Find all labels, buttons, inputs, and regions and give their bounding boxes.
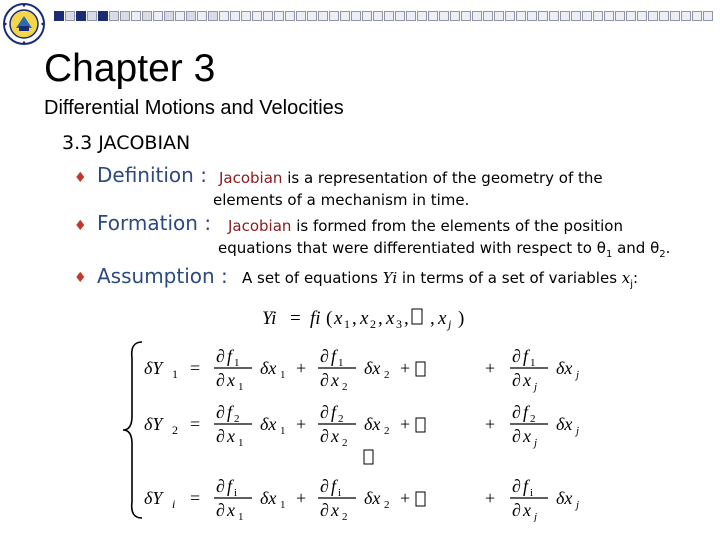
equation-symbol: x xyxy=(523,426,531,446)
decorative-square xyxy=(461,11,471,21)
equation-symbol: ∂ xyxy=(512,500,521,520)
bullet-diamond-icon: ♦ xyxy=(74,218,87,234)
decorative-square xyxy=(428,11,438,21)
decorative-square xyxy=(76,11,86,21)
svg-text:1: 1 xyxy=(344,317,350,331)
svg-text:2: 2 xyxy=(370,317,376,331)
equation-symbol: x xyxy=(331,500,339,520)
equation-symbol: + xyxy=(485,358,496,378)
equation-symbol: + xyxy=(296,358,307,378)
equation-symbol: ∂ xyxy=(216,346,225,366)
equation-symbol: δx xyxy=(556,488,573,508)
decorative-square xyxy=(703,11,713,21)
definition-term: Definition : xyxy=(97,163,207,187)
svg-text:Yi: Yi xyxy=(262,308,277,329)
decorative-square xyxy=(65,11,75,21)
svg-text:=: = xyxy=(290,308,301,329)
bullet-diamond-icon: ♦ xyxy=(74,270,87,286)
decorative-square xyxy=(560,11,570,21)
decorative-square xyxy=(241,11,251,21)
svg-text:3: 3 xyxy=(396,317,402,331)
assumption-term: Assumption : xyxy=(97,264,228,288)
equation-symbol: ∂ xyxy=(320,426,329,446)
ellipsis-placeholder-box xyxy=(416,418,425,432)
formation-term: Formation : xyxy=(97,211,212,235)
university-seal-logo xyxy=(2,2,46,46)
equation-symbol: f xyxy=(523,476,529,496)
decorative-square xyxy=(582,11,592,21)
equation-symbol: x xyxy=(331,370,339,390)
equation-symbol: j xyxy=(576,499,580,511)
equation-symbol: ∂ xyxy=(320,346,329,366)
equation-symbol: + xyxy=(400,414,411,434)
decorative-square xyxy=(120,11,130,21)
equation-symbol: ∂ xyxy=(512,370,521,390)
equation-symbol: + xyxy=(296,488,307,508)
decorative-square xyxy=(208,11,218,21)
ellipsis-placeholder-box xyxy=(364,450,373,464)
equation-symbol: 1 xyxy=(238,437,244,449)
decorative-square xyxy=(153,11,163,21)
row-lhs-subscript: i xyxy=(172,497,176,511)
equation-symbol: 1 xyxy=(280,499,286,511)
equation-symbol: x xyxy=(227,426,235,446)
decorative-square xyxy=(87,11,97,21)
decorative-square xyxy=(219,11,229,21)
decorative-square xyxy=(604,11,614,21)
decorative-square xyxy=(329,11,339,21)
equation-symbol: δx xyxy=(556,414,573,434)
decorative-square xyxy=(307,11,317,21)
decorative-square xyxy=(384,11,394,21)
decorative-square xyxy=(494,11,504,21)
equation-symbol: i xyxy=(234,487,238,499)
equation-symbol: 2 xyxy=(384,425,390,437)
equation-symbol: j xyxy=(534,437,538,449)
decorative-square xyxy=(417,11,427,21)
decorative-square xyxy=(659,11,669,21)
decorative-square xyxy=(263,11,273,21)
svg-text:x: x xyxy=(360,308,369,329)
svg-text:j: j xyxy=(448,317,452,331)
equation-symbol: i xyxy=(338,487,342,499)
decorative-square xyxy=(516,11,526,21)
decorative-square xyxy=(296,11,306,21)
equation-symbol: 2 xyxy=(342,437,348,449)
differential-equation-system xyxy=(120,338,610,522)
equation-symbol: 1 xyxy=(280,369,286,381)
equation-symbol: f xyxy=(227,476,233,496)
section-heading: 3.3 JACOBIAN xyxy=(62,132,191,154)
decorative-square xyxy=(692,11,702,21)
equation-symbol: δx xyxy=(260,358,277,378)
equation-symbol: i xyxy=(530,487,534,499)
equation-symbol: 1 xyxy=(234,357,240,369)
equation-symbol: f xyxy=(227,346,233,366)
svg-text:fi: fi xyxy=(310,308,321,329)
decorative-square xyxy=(54,11,64,21)
equation-symbol: x xyxy=(227,370,235,390)
decorative-square xyxy=(230,11,240,21)
definition-line-1: Jacobian is a representation of the geometry of the xyxy=(219,169,603,187)
equation-symbol: j xyxy=(534,511,538,522)
equation-symbol: 1 xyxy=(238,381,244,393)
svg-text:,: , xyxy=(404,308,409,329)
equation-symbol: + xyxy=(485,488,496,508)
equation-symbol: 1 xyxy=(338,357,344,369)
definition-line-2: elements of a mechanism in time. xyxy=(213,191,470,209)
equation-symbol: 2 xyxy=(234,413,240,425)
decorative-square xyxy=(439,11,449,21)
equation-symbol: f xyxy=(523,346,529,366)
equation-symbol: δx xyxy=(556,358,573,378)
decorative-square xyxy=(175,11,185,21)
equation-symbol: δx xyxy=(260,414,277,434)
decorative-square xyxy=(109,11,119,21)
svg-text:x: x xyxy=(386,308,395,329)
row-lhs-subscript: 2 xyxy=(172,423,178,437)
equation-symbol: j xyxy=(534,381,538,393)
slide-subtitle: Differential Motions and Velocities xyxy=(44,97,344,119)
equation-symbol: ∂ xyxy=(216,500,225,520)
decorative-square xyxy=(571,11,581,21)
equation-symbol: = xyxy=(190,414,201,434)
formation-line-1: Jacobian is formed from the elements of the position xyxy=(228,217,623,235)
svg-text:x: x xyxy=(438,308,447,329)
equation-symbol: + xyxy=(296,414,307,434)
equation-symbol: j xyxy=(576,369,580,381)
decorative-square xyxy=(450,11,460,21)
equation-symbol: ∂ xyxy=(512,402,521,422)
equation-symbol: ∂ xyxy=(320,370,329,390)
svg-text:,: , xyxy=(430,308,435,329)
svg-text:,: , xyxy=(352,308,357,329)
decorative-square xyxy=(637,11,647,21)
decorative-square xyxy=(670,11,680,21)
equation-symbol: = xyxy=(190,488,201,508)
row-lhs: δY xyxy=(144,488,163,508)
equation-symbol: ∂ xyxy=(216,426,225,446)
decorative-square xyxy=(593,11,603,21)
ellipsis-placeholder-box xyxy=(416,362,425,376)
decorative-square xyxy=(373,11,383,21)
decorative-square xyxy=(395,11,405,21)
decorative-square xyxy=(131,11,141,21)
row-lhs: δY xyxy=(144,358,163,378)
equation-symbol: f xyxy=(523,402,529,422)
decorative-square xyxy=(362,11,372,21)
equation-symbol: 1 xyxy=(530,357,536,369)
equation-symbol: 2 xyxy=(530,413,536,425)
equation-symbol: x xyxy=(227,500,235,520)
equation-symbol: = xyxy=(190,358,201,378)
equation-symbol: ∂ xyxy=(320,476,329,496)
equation-symbol: 2 xyxy=(384,369,390,381)
equation-symbol: 2 xyxy=(342,381,348,393)
formation-line-2: equations that were differentiated with respect to $\theta_1$ and $\theta_2$. xyxy=(218,239,671,260)
equation-symbol: x xyxy=(523,370,531,390)
equation-symbol: f xyxy=(331,402,337,422)
equation-symbol: δx xyxy=(260,488,277,508)
equation-symbol: 1 xyxy=(238,511,244,522)
equation-symbol: 2 xyxy=(342,511,348,522)
equation-symbol: + xyxy=(485,414,496,434)
decorative-square xyxy=(252,11,262,21)
decorative-square xyxy=(615,11,625,21)
equation-symbol: 2 xyxy=(338,413,344,425)
equation-symbol: x xyxy=(331,426,339,446)
decorative-square xyxy=(505,11,515,21)
assumption-text: A set of equations Yi in terms of a set of variables $x_j$: xyxy=(242,269,639,290)
equation-symbol: + xyxy=(400,488,411,508)
decorative-square xyxy=(340,11,350,21)
svg-text:,: , xyxy=(378,308,383,329)
decorative-square xyxy=(197,11,207,21)
decorative-square xyxy=(186,11,196,21)
equation-symbol: ∂ xyxy=(512,476,521,496)
bullet-diamond-icon: ♦ xyxy=(74,170,87,186)
row-lhs: δY xyxy=(144,414,163,434)
function-equation xyxy=(260,299,480,333)
ellipsis-placeholder-box xyxy=(416,492,425,506)
decorative-square xyxy=(318,11,328,21)
equation-symbol: f xyxy=(331,346,337,366)
equation-symbol: ∂ xyxy=(216,370,225,390)
svg-text:): ) xyxy=(458,308,465,329)
left-brace xyxy=(123,342,142,518)
equation-symbol: δx xyxy=(364,414,381,434)
equation-symbol: + xyxy=(400,358,411,378)
equation-symbol: ∂ xyxy=(216,476,225,496)
equation-symbol: ∂ xyxy=(512,346,521,366)
equation-symbol: f xyxy=(227,402,233,422)
equation-symbol: ∂ xyxy=(320,402,329,422)
decorative-square xyxy=(285,11,295,21)
equation-symbol: ∂ xyxy=(320,500,329,520)
equation-symbol: δx xyxy=(364,488,381,508)
equation-symbol: δx xyxy=(364,358,381,378)
decorative-square xyxy=(98,11,108,21)
decorative-square xyxy=(472,11,482,21)
decorative-square xyxy=(538,11,548,21)
slide-title: Chapter 3 xyxy=(44,47,216,90)
svg-text:x: x xyxy=(334,308,343,329)
decorative-square xyxy=(549,11,559,21)
equation-symbol: x xyxy=(523,500,531,520)
equation-symbol: ∂ xyxy=(216,402,225,422)
equation-symbol: 1 xyxy=(280,425,286,437)
equation-symbol: f xyxy=(331,476,337,496)
decorative-square xyxy=(626,11,636,21)
decorative-square xyxy=(274,11,284,21)
row-lhs-subscript: 1 xyxy=(172,367,178,381)
decorative-square-bar xyxy=(54,11,720,23)
equation-symbol: j xyxy=(576,425,580,437)
decorative-square xyxy=(527,11,537,21)
decorative-square xyxy=(406,11,416,21)
decorative-square xyxy=(351,11,361,21)
decorative-square xyxy=(648,11,658,21)
equation-symbol: ∂ xyxy=(512,426,521,446)
svg-text:(: ( xyxy=(326,308,333,329)
decorative-square xyxy=(164,11,174,21)
equation-symbol: 2 xyxy=(384,499,390,511)
decorative-square xyxy=(142,11,152,21)
decorative-square xyxy=(483,11,493,21)
decorative-square xyxy=(681,11,691,21)
